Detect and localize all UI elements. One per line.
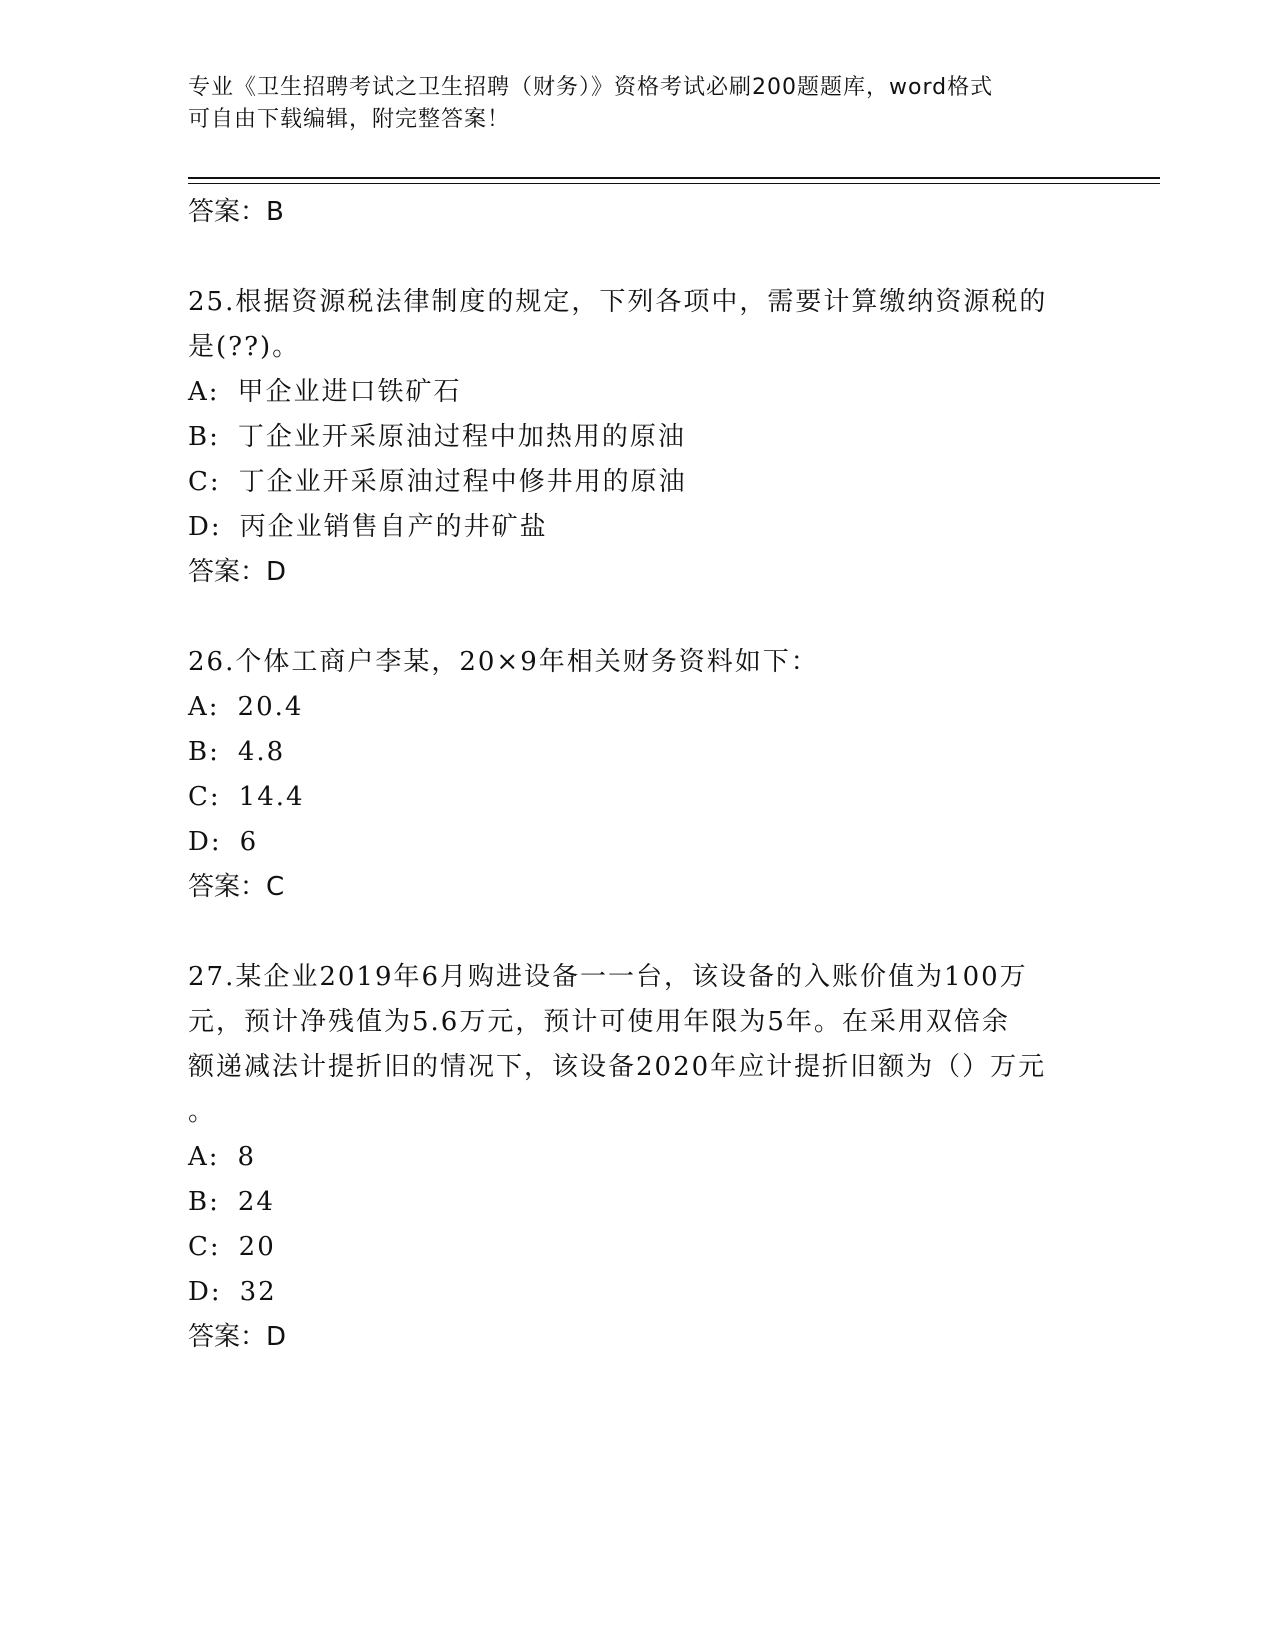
- option-letter: D:: [188, 512, 222, 542]
- spacer: [188, 235, 1088, 280]
- option-d: [188, 820, 1088, 865]
- question-stem-line: 是(??)。: [188, 332, 301, 362]
- option-text: 32: [239, 1277, 277, 1307]
- question-stem-line: 26.个体工商户李某，20×9年相关财务资料如下：: [188, 647, 819, 677]
- header-rule-thin: [188, 183, 1160, 184]
- option-text: 24: [237, 1187, 275, 1217]
- option-c: [188, 775, 1088, 820]
- header-line-1: 专业《卫生招聘考试之卫生招聘（财务）》资格考试必刷200题题库，word格式: [188, 75, 994, 100]
- option-text: 20: [238, 1232, 276, 1262]
- option-letter: B:: [188, 1187, 220, 1217]
- header-line-2: 可自由下载编辑，附完整答案！: [188, 107, 511, 132]
- answer-line: 答案：D: [188, 557, 287, 587]
- option-letter: C:: [188, 782, 221, 812]
- option-text: 14.4: [238, 782, 305, 812]
- option-letter: C:: [188, 1232, 221, 1262]
- option-d: [188, 505, 1088, 550]
- question-block: [188, 640, 1088, 910]
- option-letter: C:: [188, 467, 221, 497]
- question-stem-line: 。: [188, 1097, 217, 1127]
- question-stem-line: 25.根据资源税法律制度的规定，下列各项中，需要计算缴纳资源税的: [188, 287, 1048, 317]
- option-letter: B:: [188, 422, 220, 452]
- question-block: [188, 280, 1088, 595]
- option-a: [188, 370, 1088, 415]
- option-a: [188, 685, 1088, 730]
- spacer: [188, 595, 1088, 640]
- question-stem-line: 27.某企业2019年6月购进设备一一台，该设备的入账价值为100万: [188, 962, 1028, 992]
- question-block: [188, 955, 1088, 1360]
- question-stem-line: 元，预计净残值为5.6万元，预计可使用年限为5年。在采用双倍余: [188, 1007, 1010, 1037]
- option-b: [188, 415, 1088, 460]
- option-c: [188, 460, 1088, 505]
- option-d: [188, 1270, 1088, 1315]
- option-text: 6: [239, 827, 259, 857]
- option-text: 4.8: [237, 737, 286, 767]
- option-b: [188, 730, 1088, 775]
- previous-answer: 答案：B: [188, 197, 284, 227]
- option-text: 甲企业进口铁矿石: [237, 377, 462, 407]
- option-text: 丁企业开采原油过程中加热用的原油: [237, 422, 686, 452]
- option-text: 20.4: [237, 692, 304, 722]
- option-b: [188, 1180, 1088, 1225]
- option-text: 8: [237, 1142, 257, 1172]
- answer-line: 答案：C: [188, 872, 285, 902]
- option-c: [188, 1225, 1088, 1270]
- option-letter: B:: [188, 737, 220, 767]
- option-letter: D:: [188, 1277, 222, 1307]
- spacer: [188, 910, 1088, 955]
- option-letter: A:: [188, 377, 220, 407]
- question-stem-line: 额递减法计提折旧的情况下，该设备2020年应计提折旧额为（）万元: [188, 1052, 1047, 1082]
- question-content: [188, 190, 1088, 1360]
- option-letter: D:: [188, 827, 222, 857]
- option-a: [188, 1135, 1088, 1180]
- header-rule-thick: [188, 177, 1160, 179]
- option-letter: A:: [188, 1142, 220, 1172]
- page-header: [188, 72, 1068, 136]
- option-text: 丙企业销售自产的井矿盐: [239, 512, 548, 542]
- option-letter: A:: [188, 692, 220, 722]
- option-text: 丁企业开采原油过程中修井用的原油: [238, 467, 687, 497]
- answer-line: 答案：D: [188, 1322, 287, 1352]
